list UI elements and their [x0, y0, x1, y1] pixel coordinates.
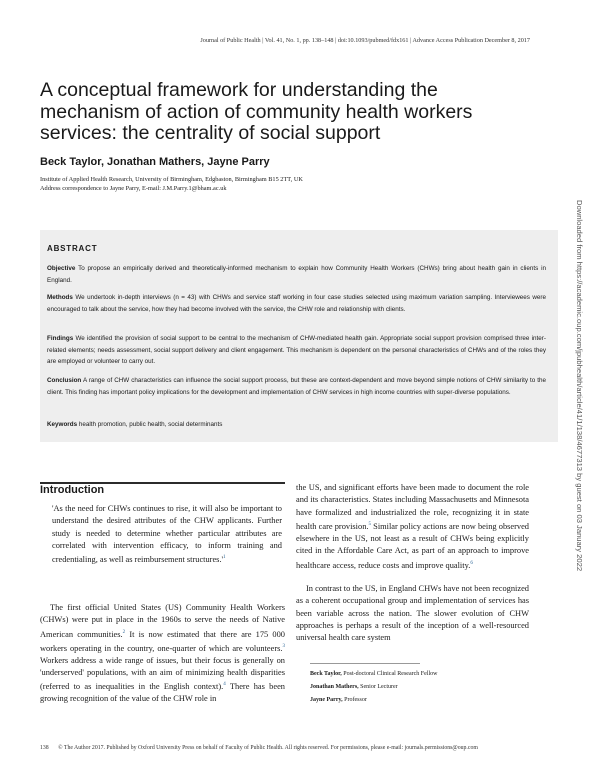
- citation-ref[interactable]: 5: [368, 521, 371, 527]
- author-bio: Jonathan Mathers, Senior Lecturer: [310, 684, 398, 690]
- abstract-methods: [47, 292, 546, 315]
- intro-paragraph-2: In contrast to the US, in England CHWs have not been recognized as a coherent occupational group and implementation of services has been variable across the nation. The slower evolution of CHW approaches is perhaps a result of the inception of a well-resourced universal health care system: [296, 584, 529, 643]
- abstract-objective: [47, 263, 546, 286]
- page-number: 138: [40, 745, 49, 751]
- abstract-heading: ABSTRACT: [47, 244, 98, 253]
- conclusion-text: A range of CHW characteristics can influence the social support process, but these are context-dependent and move beyond simple notions of CHW similarity to the client. This finding has important policy implications for the development and implementation of CHW services in high income countries with super-diverse populations.: [47, 377, 546, 396]
- findings-text: We identified the provision of social support to be central to the mechanism of CHW-mediated health gain. Appropriate social support provision comprised three inter-related elements; needs assessment, social support delivery and client engagement. This mechanism is dependent on the personal characteristics of CHWs and of the roles they are employed or volunteer to carry out.: [47, 335, 547, 365]
- affiliation: Institute of Applied Health Research, University of Birmingham, Edgbaston, Birmingham B15 2TT, UK: [40, 176, 303, 183]
- copyright-notice: © The Author 2017. Published by Oxford University Press on behalf of Faculty of Public Health. All rights reserved. For permissions, please e-mail: journals.permissions@oup.com: [58, 745, 478, 751]
- abstract-keywords: [47, 419, 546, 431]
- keywords-text: health promotion, public health, social determinants: [78, 421, 223, 428]
- citation-ref[interactable]: 1: [223, 555, 226, 561]
- author-bio: Beck Taylor, Post-doctoral Clinical Research Fellow: [310, 671, 438, 677]
- objective-text: To propose an empirically derived and theoretically-informed mechanism to explain how Community Health Workers (CHWs) bring about health gain in clients in England.: [47, 265, 546, 284]
- download-note-container: [572, 200, 586, 620]
- citation-ref[interactable]: 3: [282, 643, 285, 649]
- download-note: Downloaded from https://academic.oup.com/jpubhealth/article/41/1/138/4677313 by guest on 03 January 2022: [575, 200, 584, 572]
- findings-label: Findings: [47, 335, 74, 342]
- article-title: A conceptual framework for understanding the mechanism of action of community health workers services: the centrality of social support: [40, 79, 473, 144]
- intro-paragraph-1-continued: the US, and significant efforts have been made to document the role and its characteristics. States including Massachusetts and Minnesota have formalized and industrialized the role, recognizing it in state health care provision.$^5$ Similar policy actions are now being observed elsewhere in the US, not least as a result of CHWs being explicitly cited in the Affordable Care Act, as part of an approach to improve healthcare access, reduce costs and improve quality.$^6$: [296, 483, 529, 570]
- abstract-conclusion: [47, 375, 546, 398]
- bio-divider: [310, 663, 420, 664]
- objective-label: Objective: [47, 265, 76, 272]
- affiliation-block: [40, 175, 440, 193]
- methods-label: Methods: [47, 294, 73, 301]
- correspondence: Address correspondence to Jayne Parry, E-mail: J.M.Parry.1@bham.ac.uk: [40, 185, 227, 192]
- citation-ref[interactable]: 2: [122, 629, 126, 635]
- page-footer: [40, 745, 530, 751]
- author-bio: Jayne Parry, Professor: [310, 697, 367, 703]
- methods-text: We undertook in-depth interviews (n = 43) with CHWs and service staff working in four case studies selected using maximum variation sampling. Interviewees were encouraged to talk about the service, how they had become involved with the service, the CHW role and relationship with clients.: [47, 294, 546, 313]
- introduction-heading: Introduction: [40, 484, 105, 496]
- running-head: Journal of Public Health | Vol. 41, No. 1, pp. 138–148 | doi:10.1093/pubmed/fdx161 | Advance Access Publication December 8, 2017: [200, 37, 530, 44]
- citation-ref[interactable]: 6: [470, 560, 473, 566]
- keywords-label: Keywords: [47, 421, 78, 428]
- author-list: Beck Taylor, Jonathan Mathers, Jayne Parry: [40, 156, 270, 168]
- intro-paragraph-1: The first official United States (US) Community Health Workers (CHWs) were put in place in the 1960s to serve the needs of Native American communities.$^2$ It is now estimated that there are 175 000 workers operating in the country, one-quarter of which are volunteers.$^3$ Workers address a wide range of issues, but their focus is generally on 'underserved' populations, with an aim of minimizing health disparities (referred to as inequalities in the English context).$^4$ There has been growing recognition of the value of the CHW role in: [40, 603, 285, 704]
- citation-ref[interactable]: 4: [223, 682, 226, 688]
- intro-quote: 'As the need for CHWs continues to rise, it will also be important to understand the desired attributes of the CHW applicants. Further study is needed to determine whether particular attributes are correlated with intervention efficacy, to inform training and credentialing, as well as reimbursement $structures.'^1$: [52, 504, 282, 564]
- abstract-findings: [47, 333, 546, 368]
- conclusion-label: Conclusion: [47, 377, 82, 384]
